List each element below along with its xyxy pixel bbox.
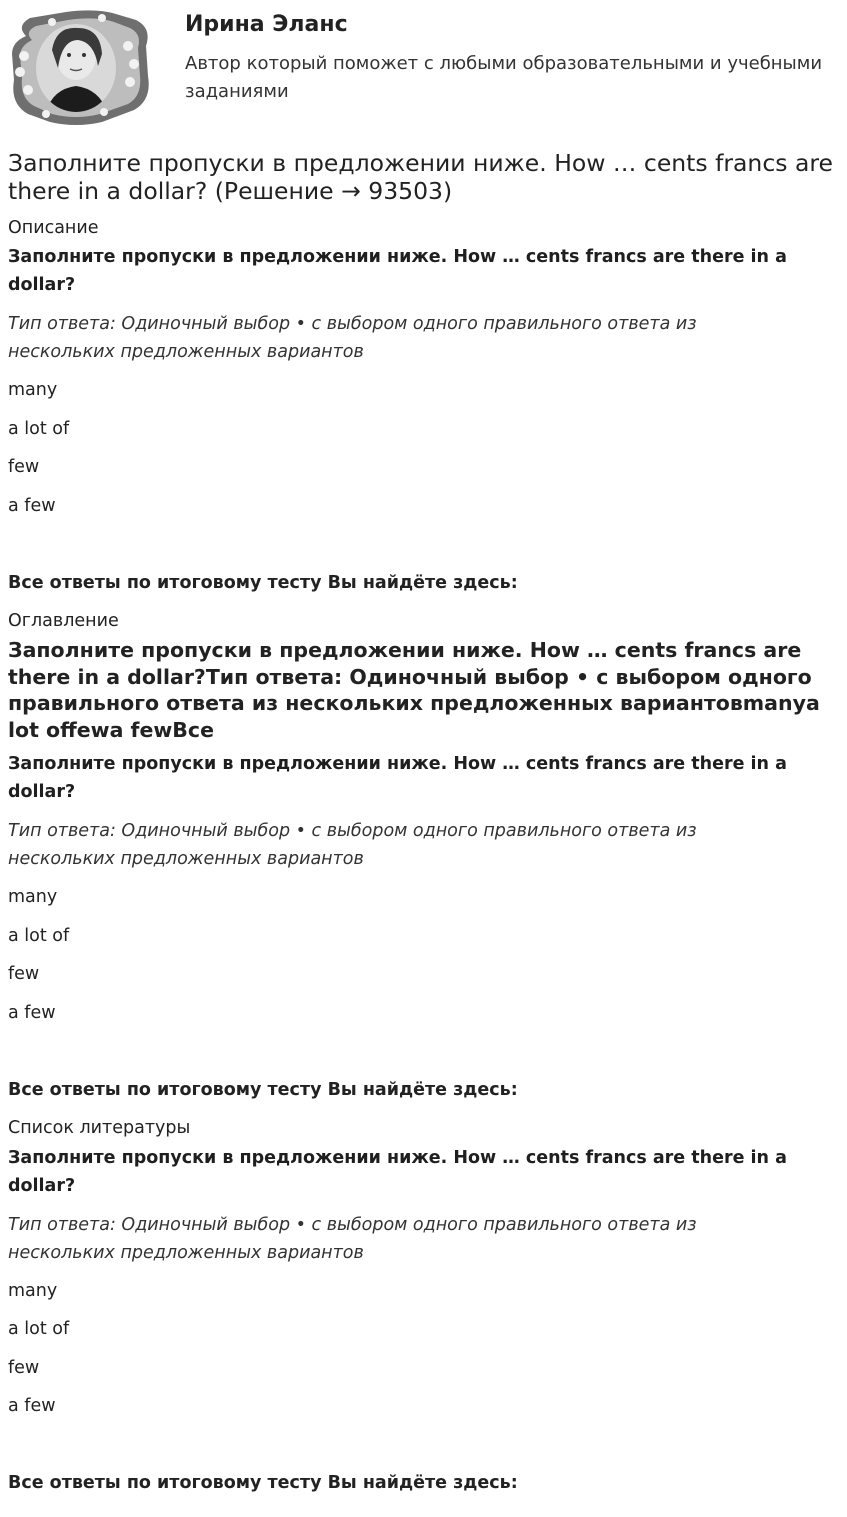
section-label-toc: Оглавление [8, 611, 119, 631]
option-item: a few [8, 1003, 56, 1023]
option-item: few [8, 457, 40, 477]
option-item: a few [8, 1396, 56, 1416]
toc-heading: Заполните пропуски в предложении ниже. How … cents francs are there in a dollar?Тип ответа: Одиночный выбор • с выбором одного правильного ответа из нескольких предложенных вариантовmanya lot offewa fewВсе [8, 638, 820, 742]
section-label-bibliography: Список литературы [8, 1118, 191, 1138]
section-label-description: Описание [8, 218, 99, 238]
option-item: a lot of [8, 926, 70, 946]
option-item: many [8, 887, 58, 907]
answer-type: Тип ответа: Одиночный выбор • с выбором одного правильного ответа из нескольких предложенных вариантов [8, 1215, 697, 1263]
option-item: a lot of [8, 419, 70, 439]
option-item: a lot of [8, 1319, 70, 1339]
author-avatar [6, 6, 152, 126]
option-item: many [8, 380, 58, 400]
option-item: few [8, 1358, 40, 1378]
question-text: Заполните пропуски в предложении ниже. How … cents francs are there in a dollar? [8, 247, 787, 295]
option-item: few [8, 964, 40, 984]
option-item: a few [8, 496, 56, 516]
question-text: Заполните пропуски в предложении ниже. How … cents francs are there in a dollar? [8, 1148, 787, 1196]
answer-type: Тип ответа: Одиночный выбор • с выбором одного правильного ответа из нескольких предложенных вариантов [8, 314, 697, 362]
all-answers-link[interactable]: Все ответы по итоговому тесту Вы найдёте здесь: [8, 1473, 518, 1493]
question-text: Заполните пропуски в предложении ниже. How … cents francs are there in a dollar? [8, 754, 787, 802]
option-item: many [8, 1281, 58, 1301]
all-answers-link[interactable]: Все ответы по итоговому тесту Вы найдёте здесь: [8, 1080, 518, 1100]
author-description: Автор который поможет с любыми образовательными и учебными заданиями [185, 53, 823, 102]
page-title: Заполните пропуски в предложении ниже. How … cents francs are there in a dollar? (Решение → 93503) [8, 149, 833, 205]
author-name[interactable]: Ирина Эланс [185, 12, 348, 37]
answer-type: Тип ответа: Одиночный выбор • с выбором одного правильного ответа из нескольких предложенных вариантов [8, 821, 697, 869]
all-answers-link[interactable]: Все ответы по итоговому тесту Вы найдёте здесь: [8, 573, 518, 593]
